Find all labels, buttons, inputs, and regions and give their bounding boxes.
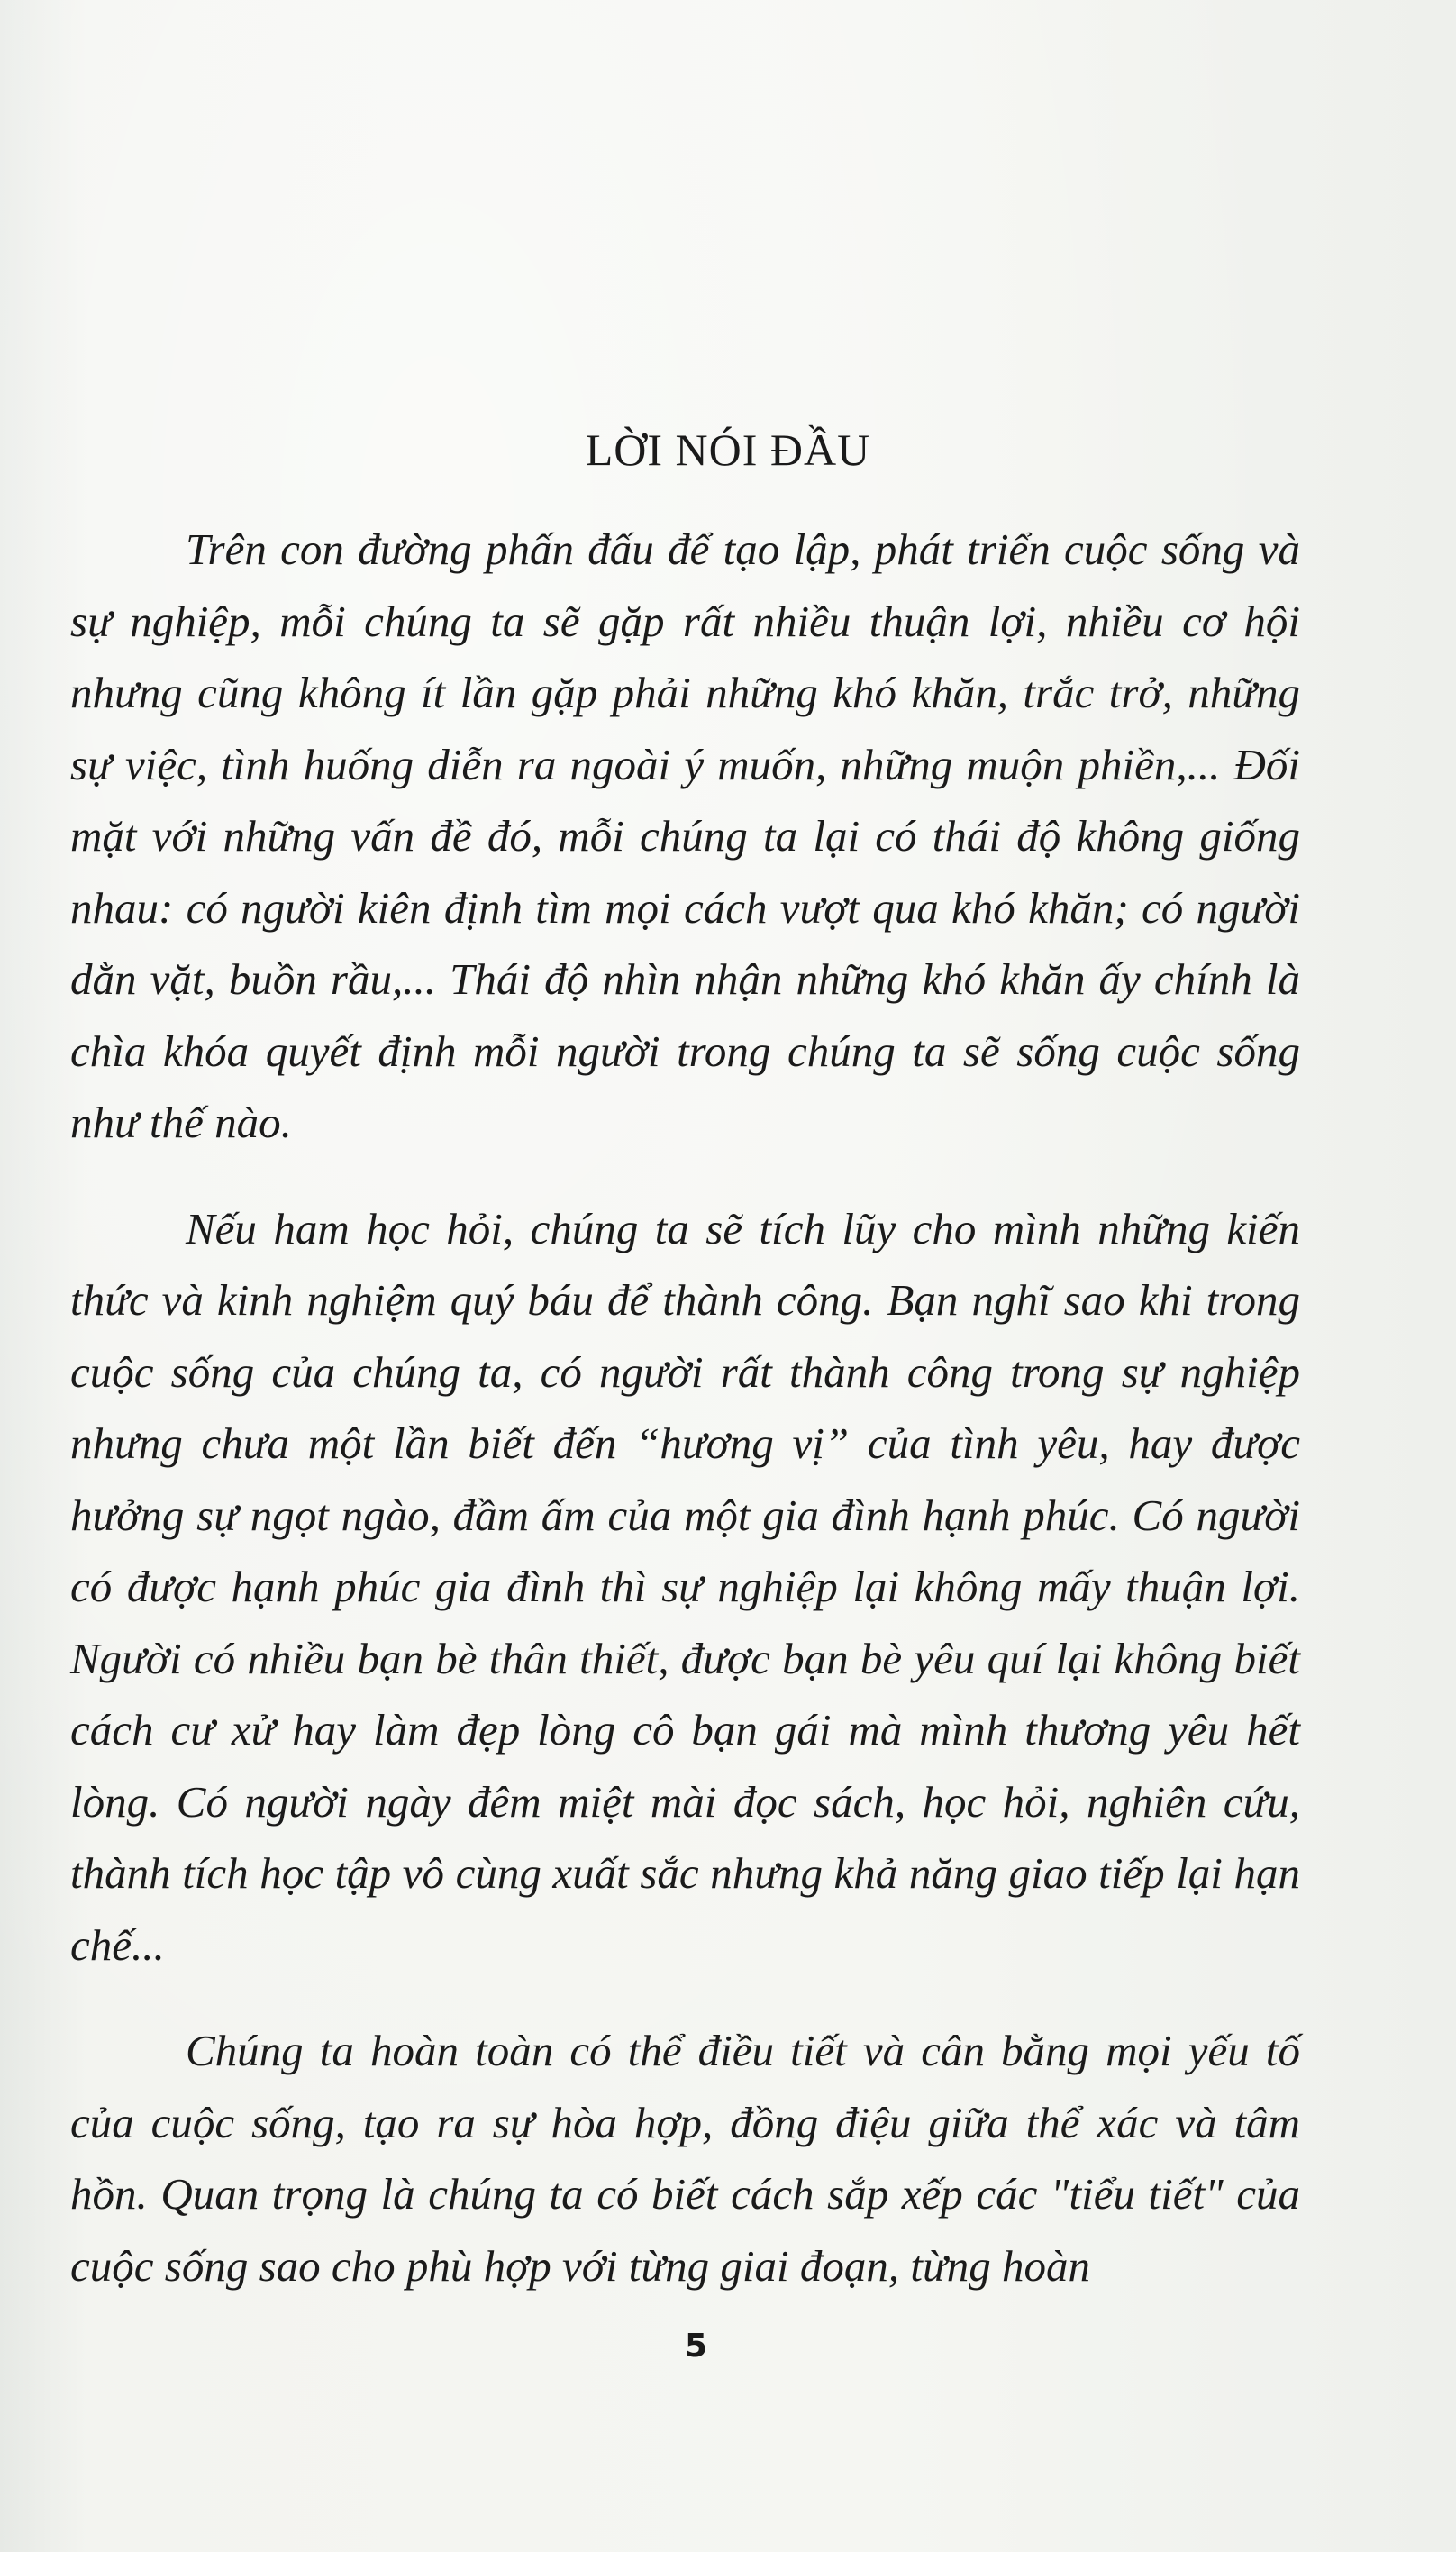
- paragraph-2: Nếu ham học hỏi, chúng ta sẽ tích lũy cho mình những kiến thức và kinh nghiệm quý báu để thành công. Bạn nghĩ sao khi trong cuộc sống của chúng ta, có người rất thành công trong sự nghiệp nhưng chưa một lần biết đến “hương vị” của tình yêu, hay được hưởng sự ngọt ngào, đầm ấm của một gia đình hạnh phúc. Có người có được hạnh phúc gia đình thì sự nghiệp lại không mấy thuận lợi. Người có nhiều bạn bè thân thiết, được bạn bè yêu quí lại không biết cách cư xử hay làm đẹp lòng cô bạn gái mà mình thương yêu hết lòng. Có người ngày đêm miệt mài đọc sách, học hỏi, nghiên cứu, thành tích học tập vô cùng xuất sắc nhưng khả năng giao tiếp lại hạn chế...: [70, 1203, 1300, 1970]
- body-text: [70, 514, 1300, 2336]
- page-title: LỜI NÓI ĐẦU: [585, 424, 871, 475]
- paragraph-1: Trên con đường phấn đấu để tạo lập, phát triển cuộc sống và sự nghiệp, mỗi chúng ta sẽ gặp rất nhiều thuận lợi, nhiều cơ hội nhưng cũng không ít lần gặp phải những khó khăn, trắc trở, những sự việc, tình huống diễn ra ngoài ý muốn, những muộn phiền,... Đối mặt với những vấn đề đó, mỗi chúng ta lại có thái độ không giống nhau: có người kiên định tìm mọi cách vượt qua khó khăn; có người dằn vặt, buồn rầu,... Thái độ nhìn nhận những khó khăn ấy chính là chìa khóa quyết định mỗi người trong chúng ta sẽ sống cuộc sống như thế nào.: [70, 524, 1300, 1147]
- page-number: 5: [684, 2328, 708, 2365]
- paragraph-3: Chúng ta hoàn toàn có thể điều tiết và cân bằng mọi yếu tố của cuộc sống, tạo ra sự hòa hợp, đồng điệu giữa thể xác và tâm hồn. Quan trọng là chúng ta có biết cách sắp xếp các "tiểu tiết" của cuộc sống sao cho phù hợp với từng giai đoạn, từng hoàn: [70, 2026, 1300, 2291]
